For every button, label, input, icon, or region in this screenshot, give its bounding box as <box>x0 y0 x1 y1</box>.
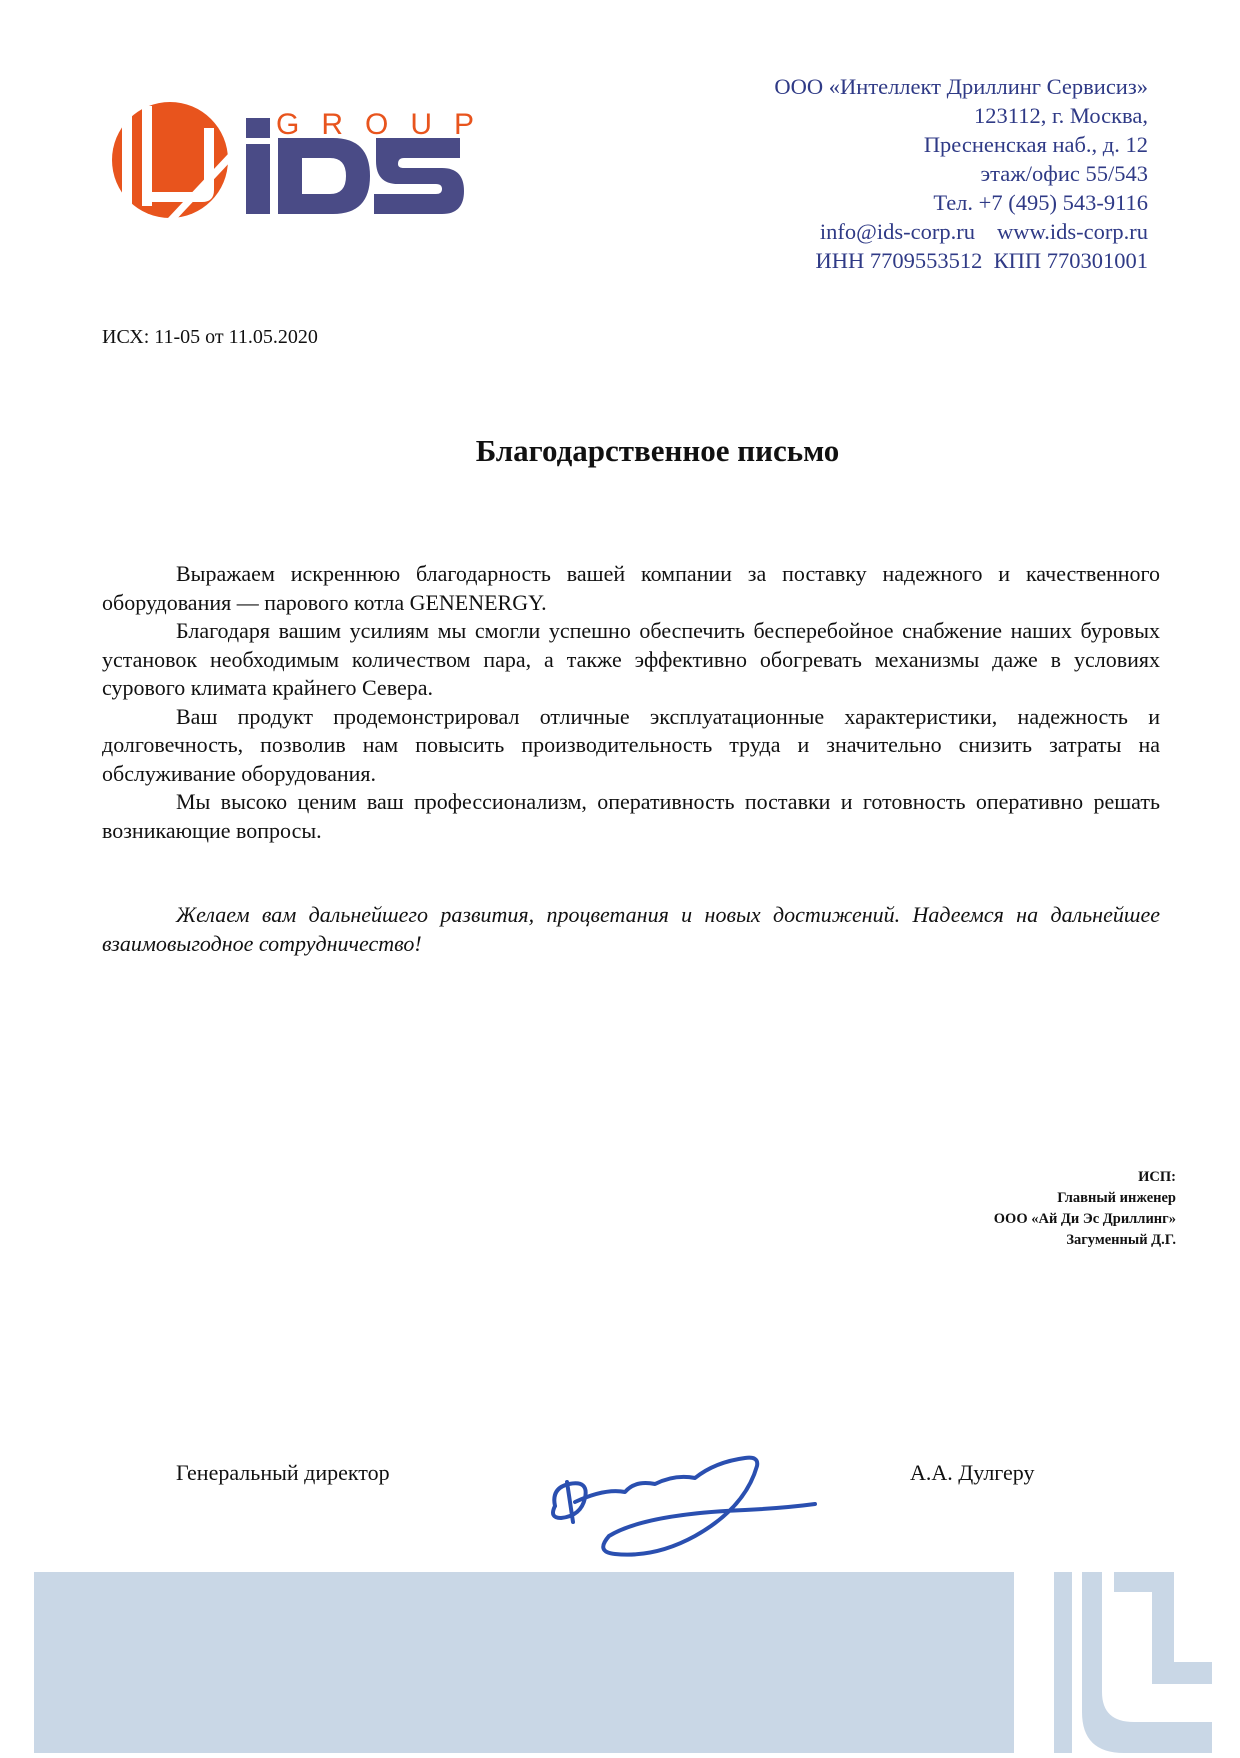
outgoing-reference: ИСХ: 11-05 от 11.05.2020 <box>102 326 318 348</box>
footer-band <box>34 1572 1212 1753</box>
website-link[interactable]: www.ids-corp.ru <box>996 219 1148 244</box>
wishes-text: Желаем вам дальнейшего развития, процветания и новых достижений. Надеемся на дальнейшее взаимовыгодное сотрудничество! <box>102 902 1160 956</box>
contacts-line <box>628 217 1148 246</box>
logo-group-text: GROUP <box>276 108 497 141</box>
executor-position: Главный инженер <box>1057 1190 1176 1206</box>
kpp: КПП 770301001 <box>993 248 1148 273</box>
closing-wishes <box>102 901 1160 958</box>
handwritten-signature <box>545 1418 835 1568</box>
paragraph: Мы высоко ценим ваш профессионализм, оперативность поставки и готовность оперативно решать возникающие вопросы. <box>102 789 1160 843</box>
inn: ИНН 7709553512 <box>815 248 983 273</box>
paragraph: Благодаря вашим усилиям мы смогли успешно обеспечить бесперебойное снабжение наших буровых установок необходимым количеством пара, а также эффективно обогревать механизмы даже в условиях сурового климата крайнего Севера. <box>102 618 1160 700</box>
company-name: ООО «Интеллект Дриллинг Сервисиз» <box>774 74 1148 99</box>
executor-block <box>994 1167 1176 1251</box>
paragraph: Выражаем искреннюю благодарность вашей компании за поставку надежного и качественного оборудования — парового котла GENENERGY. <box>102 561 1160 615</box>
paragraph: Ваш продукт продемонстрировал отличные эксплуатационные характеристики, надежность и долговечность, позволив нам повысить производительность труда и значительно снизить затраты на обслуживание оборудования. <box>102 703 1160 786</box>
tax-ids <box>628 246 1148 275</box>
signatory-position: Генеральный директор <box>176 1460 390 1485</box>
address-line-2: Пресненская наб., д. 12 <box>923 132 1148 157</box>
letter-title: Благодарственное письмо <box>475 433 840 468</box>
company-logo <box>108 98 528 248</box>
company-info <box>628 72 1148 275</box>
address-line-3: этаж/офис 55/543 <box>980 161 1148 186</box>
phone: Тел. +7 (495) 543-9116 <box>933 190 1148 215</box>
email-link[interactable]: info@ids-corp.ru <box>819 219 975 244</box>
signatory-name: А.А. Дулгеру <box>910 1460 1035 1485</box>
executor-name: Загуменный Д.Г. <box>1066 1232 1176 1248</box>
executor-company: ООО «Ай Ди Эс Дриллинг» <box>993 1211 1176 1227</box>
address-line-1: 123112, г. Москва, <box>974 103 1148 128</box>
letter-body <box>102 560 1160 845</box>
executor-label: ИСП: <box>1138 1169 1176 1185</box>
